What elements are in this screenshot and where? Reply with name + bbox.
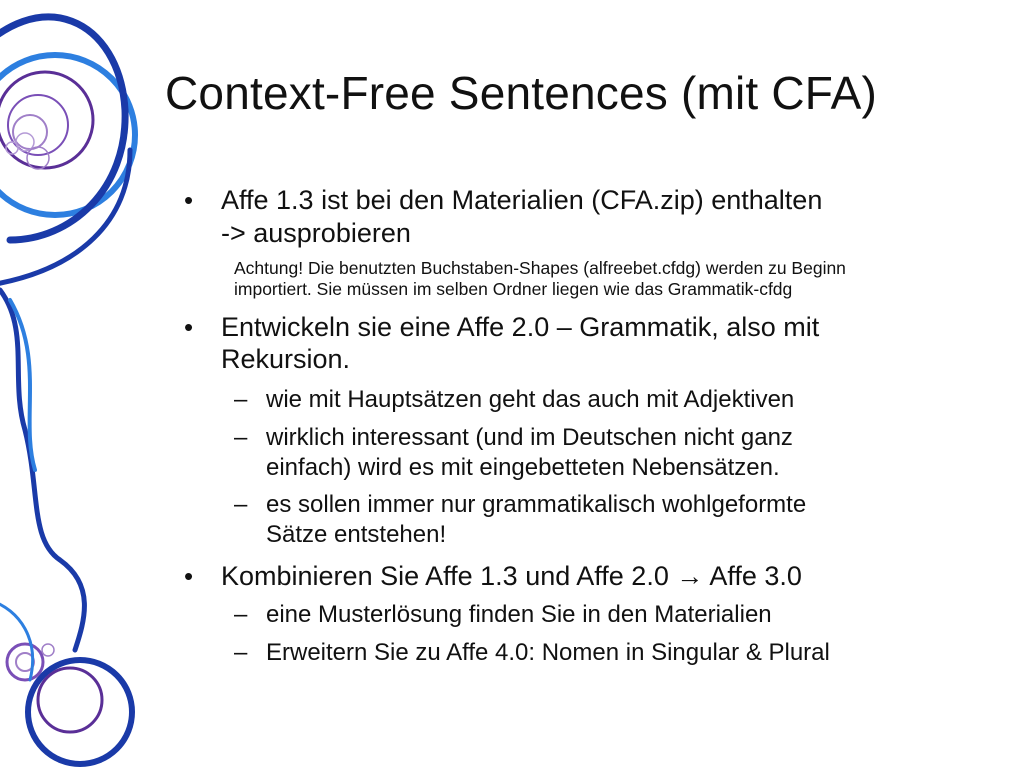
bullet-3-text-start: Kombinieren Sie Affe 1.3 und Affe 2.0 bbox=[221, 561, 677, 591]
dash-symbol: – bbox=[234, 601, 248, 628]
bullet-2-sub-3-line-1: es sollen immer nur grammatikalisch wohlgeformte bbox=[266, 491, 807, 518]
bullet-1-line-2: -> ausprobieren bbox=[221, 218, 411, 248]
bullet-2-sub-2-line-1: wirklich interessant (und im Deutschen nicht ganz bbox=[266, 424, 793, 451]
slide-title: Context-Free Sentences (mit CFA) bbox=[165, 67, 877, 119]
bullet-2-sub-2-line-2: einfach) wird es mit eingebetteten Nebensätzen. bbox=[266, 454, 780, 481]
bullet-1-line-1: Affe 1.3 ist bei den Materialien (CFA.zip) enthalten bbox=[221, 185, 823, 215]
arrow-right-icon: → bbox=[676, 561, 704, 591]
bullet-symbol: • bbox=[184, 185, 194, 215]
dash-symbol: – bbox=[234, 491, 248, 518]
bullet-symbol: • bbox=[184, 312, 194, 342]
bullet-2-line-2: Rekursion. bbox=[221, 344, 351, 374]
dash-symbol: – bbox=[234, 424, 248, 451]
bullet-3-text-end: Affe 3.0 bbox=[703, 561, 802, 591]
dash-symbol: – bbox=[234, 386, 248, 413]
bullet-symbol: • bbox=[184, 561, 194, 591]
bullet-1-note-line-2: importiert. Sie müssen im selben Ordner liegen wie das Grammatik-cfdg bbox=[234, 279, 793, 299]
bullet-2-sub-3-line-2: Sätze entstehen! bbox=[266, 521, 447, 548]
bullet-1-note-line-1: Achtung! Die benutzten Buchstaben-Shapes (alfreebet.cfdg) werden zu Beginn bbox=[234, 258, 846, 278]
bullet-3-sub-1: eine Musterlösung finden Sie in den Materialien bbox=[266, 601, 772, 628]
bullet-2-sub-1: wie mit Hauptsätzen geht das auch mit Adjektiven bbox=[266, 386, 795, 413]
bullet-2-line-1: Entwickeln sie eine Affe 2.0 – Grammatik, also mit bbox=[221, 312, 820, 342]
dash-symbol: – bbox=[234, 639, 248, 666]
bullet-3-sub-2: Erweitern Sie zu Affe 4.0: Nomen in Singular & Plural bbox=[266, 639, 830, 666]
bullet-3-line bbox=[221, 560, 802, 593]
